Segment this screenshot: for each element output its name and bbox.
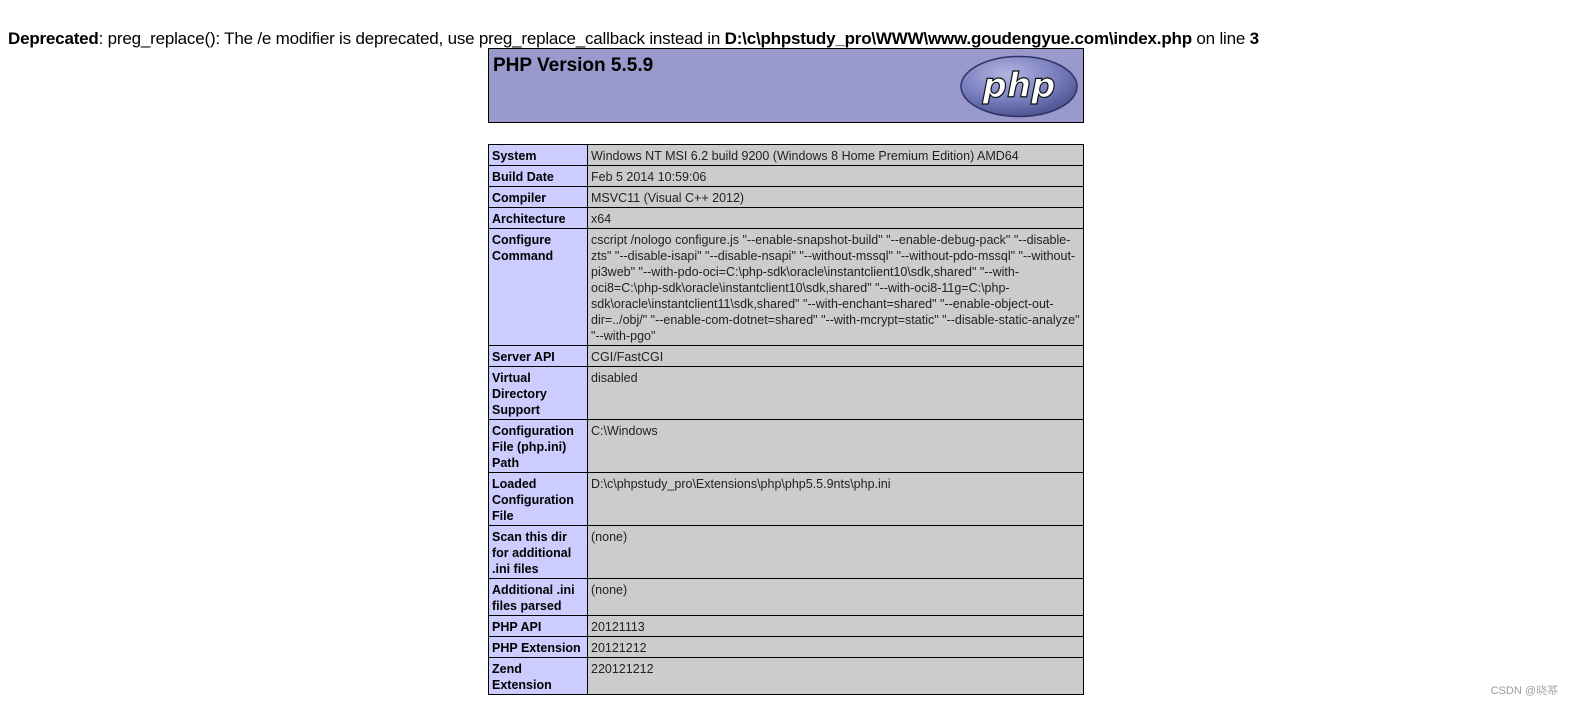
row-key: Configure Command (489, 229, 588, 346)
table-row (489, 473, 1084, 526)
warning-label: Deprecated (8, 29, 99, 48)
row-value: MSVC11 (Visual C++ 2012) (588, 187, 1084, 208)
row-key: Zend Extension (489, 658, 588, 695)
row-key: Build Date (489, 166, 588, 187)
table-row (489, 526, 1084, 579)
row-key: Compiler (489, 187, 588, 208)
table-row (489, 229, 1084, 346)
row-value: x64 (588, 208, 1084, 229)
warning-line-number: 3 (1249, 29, 1259, 48)
row-value: (none) (588, 526, 1084, 579)
table-row (489, 658, 1084, 695)
table-row (489, 420, 1084, 473)
warning-line-text: on line (1191, 29, 1250, 48)
row-key: Configuration File (php.ini) Path (489, 420, 588, 473)
row-value: C:\Windows (588, 420, 1084, 473)
row-key: Loaded Configuration File (489, 473, 588, 526)
table-row (489, 145, 1084, 166)
row-key: Server API (489, 346, 588, 367)
warning-message: : preg_replace(): The /e modifier is deprecated, use preg_replace_callback instead in (98, 29, 725, 48)
row-value: cscript /nologo configure.js "--enable-snapshot-build" "--enable-debug-pack" "--disable-zts" "--disable-isapi" "--disable-nsapi" "--without-mssql" "--without-pdo-mssql" "--without-pi3web" "--with-pdo-oci=C:\php-sdk\oracle\instantclient10\sdk,shared" "--with-oci8=C:\php-sdk\oracle\instantclient10\sdk,shared" "--with-oci8-11g=C:\php-sdk\oracle\instantclient11\sdk,shared" "--with-enchant=shared" "--enable-object-out-dir=../obj/" "--enable-com-dotnet=shared" "--with-mcrypt=static" "--disable-static-analyze" "--with-pgo" (588, 229, 1084, 346)
warning-file-path: D:\c\phpstudy_pro\WWW\www.goudengyue.com\index.php (724, 29, 1192, 48)
row-key: Architecture (489, 208, 588, 229)
phpinfo-table (488, 144, 1084, 695)
table-row (489, 346, 1084, 367)
watermark: CSDN @晓幂 (1490, 685, 1558, 697)
table-row (489, 166, 1084, 187)
table-row (489, 616, 1084, 637)
row-value: disabled (588, 367, 1084, 420)
row-value: 20121212 (588, 637, 1084, 658)
row-key: PHP Extension (489, 637, 588, 658)
row-key: Virtual Directory Support (489, 367, 588, 420)
table-row (489, 637, 1084, 658)
page-title: PHP Version 5.5.9 (493, 55, 654, 76)
row-value: 220121212 (588, 658, 1084, 695)
svg-text:php: php (982, 66, 1056, 106)
row-key: PHP API (489, 616, 588, 637)
table-row (489, 187, 1084, 208)
row-value: (none) (588, 579, 1084, 616)
row-value: 20121113 (588, 616, 1084, 637)
table-row (489, 579, 1084, 616)
row-value: Feb 5 2014 10:59:06 (588, 166, 1084, 187)
table-row (489, 208, 1084, 229)
phpinfo-header (488, 48, 1084, 123)
deprecated-warning (8, 28, 1259, 50)
row-key: Scan this dir for additional .ini files (489, 526, 588, 579)
phpinfo-container (488, 48, 1084, 695)
row-key: System (489, 145, 588, 166)
row-value: Windows NT MSI 6.2 build 9200 (Windows 8 Home Premium Edition) AMD64 (588, 145, 1084, 166)
table-row (489, 367, 1084, 420)
php-logo-icon (959, 55, 1079, 118)
row-value: CGI/FastCGI (588, 346, 1084, 367)
row-value: D:\c\phpstudy_pro\Extensions\php\php5.5.9nts\php.ini (588, 473, 1084, 526)
row-key: Additional .ini files parsed (489, 579, 588, 616)
